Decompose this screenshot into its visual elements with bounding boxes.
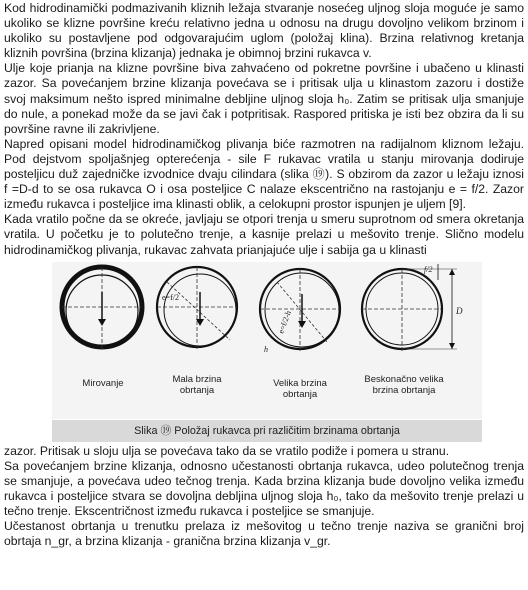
bearing-at-rest — [62, 267, 142, 350]
eccentricity-label-2: e=f/2-h — [276, 308, 293, 335]
label-beskonacno-brzina: Beskonačno velika brzina obrtanja — [364, 373, 444, 396]
figure-caption: Slika ⑲ Položaj rukavca pri različitim brzinama obrtanja — [52, 420, 482, 442]
half-clearance-label: f/2 — [424, 264, 433, 274]
label-mala-brzina: Mala brzina obrtanja — [172, 373, 222, 396]
diameter-label: D — [456, 305, 463, 316]
h0-label: h — [264, 344, 268, 354]
paragraph-2: Ulje koje prianja na klizne površine biva zahvaćeno od pokretne površine i ubačeno u klinasti zazor. Sa povećanjem brzine klizanja povećava se i pritisak ulja u klinastom zazoru i dostiže svoj maksimum nešto ispred minimalne debljine uljnog sloja h₀. Zatim se pritisak ulja smanjuje do nule, a ponekad može da se javi čak i potpritisak. Raspored pritiska je isti bez obzira da li su površine ravne ili zakrivljene. — [4, 61, 524, 136]
label-velika-brzina: Velika brzina obrtanja — [273, 377, 327, 400]
bearing-high-speed — [260, 269, 340, 354]
paragraph-5: zazor. Pritisak u sloju ulja se povećava tako da se vratilo podiže i pomera u stranu. — [4, 443, 450, 458]
label-mirovanje: Mirovanje — [82, 377, 124, 389]
document-page — [4, 1, 524, 549]
paragraph-7: Učestanost obrtanja u trenutku prelaza iz mešovitog u tečno trenje naziva se granični broj obrtaja n_gr, a brzina klizanja - granična brzina klizanja v_gr. — [4, 519, 524, 549]
paragraph-3: Napred opisani model hidrodinamičkog plivanja biće razmotren na radijalnom kliznom ležaju. Pod dejstvom spoljašnjeg opterećenja - sile F rukavac vratila u stanju mirovanja dodiruje posteljicu duž zajedničke izvodnice dvaju cilindara (slika ⑲). S obzirom da zazor u ležaju iznosi f =D-d to se osa rukavca O i osa posteljice C nalaze ekscentrično na rastojanju e = f/2. Zazor između rukavca i posteljice ima klinasti oblik, a celokupni prostor ispunjen je uljem [9]. — [4, 136, 524, 212]
bearing-infinite-speed — [362, 264, 463, 352]
figure-panel — [52, 262, 482, 419]
paragraph-1: Kod hidrodinamički podmazivanih kliznih ležaja stvaranje nosećeg uljnog sloja moguće je samo ukoliko se klizne površine kreću relativno jedna u odnosu na drugu dovoljno velikom brzinom i ukoliko su postavljene pod odgovarajućim uglom (položaj klina). Brzina relativnog kretanja kliznih površina (brzina klizanja) jednaka je obimnoj brzini rukavca v. — [4, 1, 524, 61]
eccentricity-label-1: e=f/2 — [162, 292, 179, 302]
figure-19 — [4, 262, 524, 444]
bearing-low-speed — [157, 267, 237, 350]
paragraph-6: Sa povećanjem brzine klizanja, odnosno učestanosti obrtanja rukavca, udeo polutečnog trenja se smanjuje, a povećava udeo tečnog trenja. Kada brzina klizanja bude dovoljno velika između rukavca i posteljice stvara se dovoljna debljina uljnog sloja h₀, tako da mešovito trenje prelazi u tečno trenje. Ekscentričnost između rukavca i posteljice se smanjuje. — [4, 458, 524, 518]
paragraph-4: Kada vratilo počne da se okreće, javljaju se otpori trenja u smeru suprotnom od smera okretanja vratila. U početku je to polutečno trenje, a kasnije prelazi u mešovito trenje. Slično modelu hidrodinamičkog plivanja, rukavac zahvata prianjajuće ulje i sabija ga u klinasti — [4, 212, 524, 257]
